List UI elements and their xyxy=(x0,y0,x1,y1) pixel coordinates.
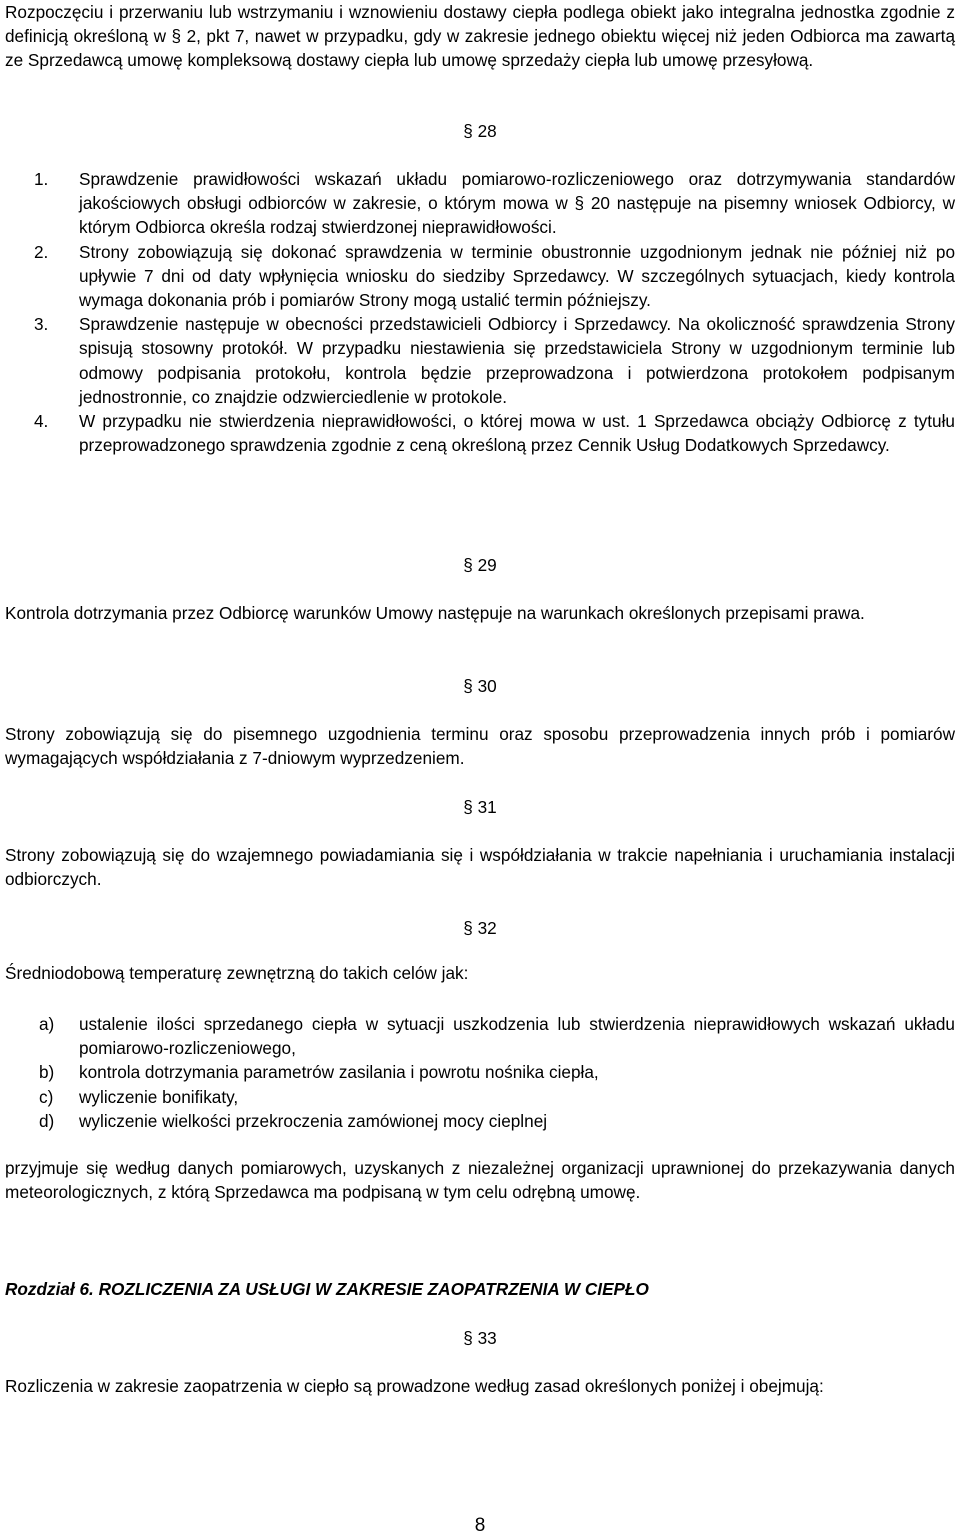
list-item xyxy=(5,1060,955,1084)
section-31-paragraph: Strony zobowiązują się do wzajemnego powiadamiania się i współdziałania w trakcie napełniania i uruchamiania instalacji odbiorczych. xyxy=(5,845,955,890)
list-item-letter: d) xyxy=(39,1110,55,1131)
list-item-text: wyliczenie bonifikaty, xyxy=(79,1086,239,1107)
list-item xyxy=(5,240,955,313)
list-item xyxy=(5,167,955,240)
list-item-number: 2. xyxy=(34,241,49,262)
section-29-paragraph: Kontrola dotrzymania przez Odbiorcę warunków Umowy następuje na warunkach określonych przepisami prawa. xyxy=(5,603,865,623)
section-30-paragraph: Strony zobowiązują się do pisemnego uzgodnienia terminu oraz sposobu przeprowadzenia innych prób i pomiarów wymagających współdziałania z 7-dniowym wyprzedzeniem. xyxy=(5,724,955,769)
list-item-number: 1. xyxy=(34,169,49,189)
section-32-lead: Średniodobową temperaturę zewnętrzną do takich celów jak: xyxy=(5,963,469,983)
section-33-paragraph: Rozliczenia w zakresie zaopatrzenia w ciepło są prowadzone według zasad określonych poniżej i obejmują: xyxy=(5,1376,824,1396)
list-item-letter: b) xyxy=(39,1062,55,1083)
list-item-letter: a) xyxy=(39,1014,55,1034)
list-item-text: wyliczenie wielkości przekroczenia zamówionej mocy cieplnej xyxy=(79,1110,548,1131)
section-28-list xyxy=(5,167,955,457)
list-item xyxy=(5,1109,955,1133)
section-33-heading: § 33 xyxy=(463,1328,497,1348)
section-32-heading: § 32 xyxy=(463,918,497,938)
page-number: 8 xyxy=(474,1515,486,1536)
section-28-heading: § 28 xyxy=(463,121,497,141)
list-item-text: ustalenie ilości sprzedanego ciepła w sytuacji uszkodzenia lub stwierdzenia nieprawidłowych wskazań układu pomiarowo-rozliczeniowego, xyxy=(79,1014,955,1059)
section-29-heading: § 29 xyxy=(463,555,497,575)
list-item xyxy=(5,312,955,409)
section-31-heading: § 31 xyxy=(463,797,497,817)
list-item xyxy=(5,1012,955,1060)
list-item xyxy=(5,1085,955,1109)
section-30-heading: § 30 xyxy=(463,676,497,696)
list-item-letter: c) xyxy=(39,1086,54,1107)
section-32-list xyxy=(5,1012,955,1133)
list-item-text: kontrola dotrzymania parametrów zasilania i powrotu nośnika ciepła, xyxy=(79,1062,599,1083)
list-item-number: 3. xyxy=(34,314,49,335)
intro-paragraph xyxy=(5,0,955,73)
list-item-text: Sprawdzenie prawidłowości wskazań układu pomiarowo-rozliczeniowego oraz dotrzymywania standardów jakościowych obsługi odbiorców w zakresie, o którym mowa w § 20 następuje na pisemny wniosek Odbiorcy, w którym Odbiorca określa rodzaj stwierdzonej nieprawidłowości. xyxy=(79,169,955,238)
intro-text: Rozpoczęciu i przerwaniu lub wstrzymaniu i wznowieniu dostawy ciepła podlega obiekt jako integralna jednostka zgodnie z definicją określoną w § 2, pkt 7, nawet w przypadku, gdy w zakresie jednego obiektu więcej niż jeden Odbiorca ma zawartą ze Sprzedawcą umowę kompleksową dostawy ciepła lub umowę sprzedaży ciepła lub umowę przesyłową. xyxy=(5,2,955,71)
list-item-text: Strony zobowiązują się dokonać sprawdzenia w terminie obustronnie uzgodnionym jednak nie później niż po upływie 7 dni od daty wpłynięcia wniosku do siedziby Sprzedawcy. W szczególnych sytuacjach, kiedy kontrola wymaga dokonania prób i pomiarów Strony mogą ustalić termin późniejszy. xyxy=(79,241,955,311)
list-item-text: W przypadku nie stwierdzenia nieprawidłowości, o której mowa w ust. 1 Sprzedawca obciąży Odbiorcę z tytułu przeprowadzonego sprawdzenia zgodnie z ceną określoną przez Cennik Usług Dodatkowych Sprzedawcy. xyxy=(79,411,955,456)
list-item-number: 4. xyxy=(34,411,49,432)
section-32-tail: przyjmuje się według danych pomiarowych, uzyskanych z niezależnej organizacji uprawnionej do przekazywania danych meteorologicznych, z którą Sprzedawca ma podpisaną w tym celu odrębną umowę. xyxy=(5,1158,955,1203)
chapter-title: Rozdział 6. ROZLICZENIA ZA USŁUGI W ZAKRESIE ZAOPATRZENIA W CIEPŁO xyxy=(5,1279,649,1299)
list-item xyxy=(5,409,955,457)
list-item-text: Sprawdzenie następuje w obecności przedstawicieli Odbiorcy i Sprzedawcy. Na okoliczność sprawdzenia Strony spisują stosowny protokół. W przypadku niestawienia się przedstawiciela Strony w uzgodnionym terminie lub odmowy podpisania protokołu, kontrola będzie przeprowadzona i potwierdzona protokołem podpisanym jednostronnie, co znajdzie odzwierciedlenie w protokole. xyxy=(79,314,955,407)
